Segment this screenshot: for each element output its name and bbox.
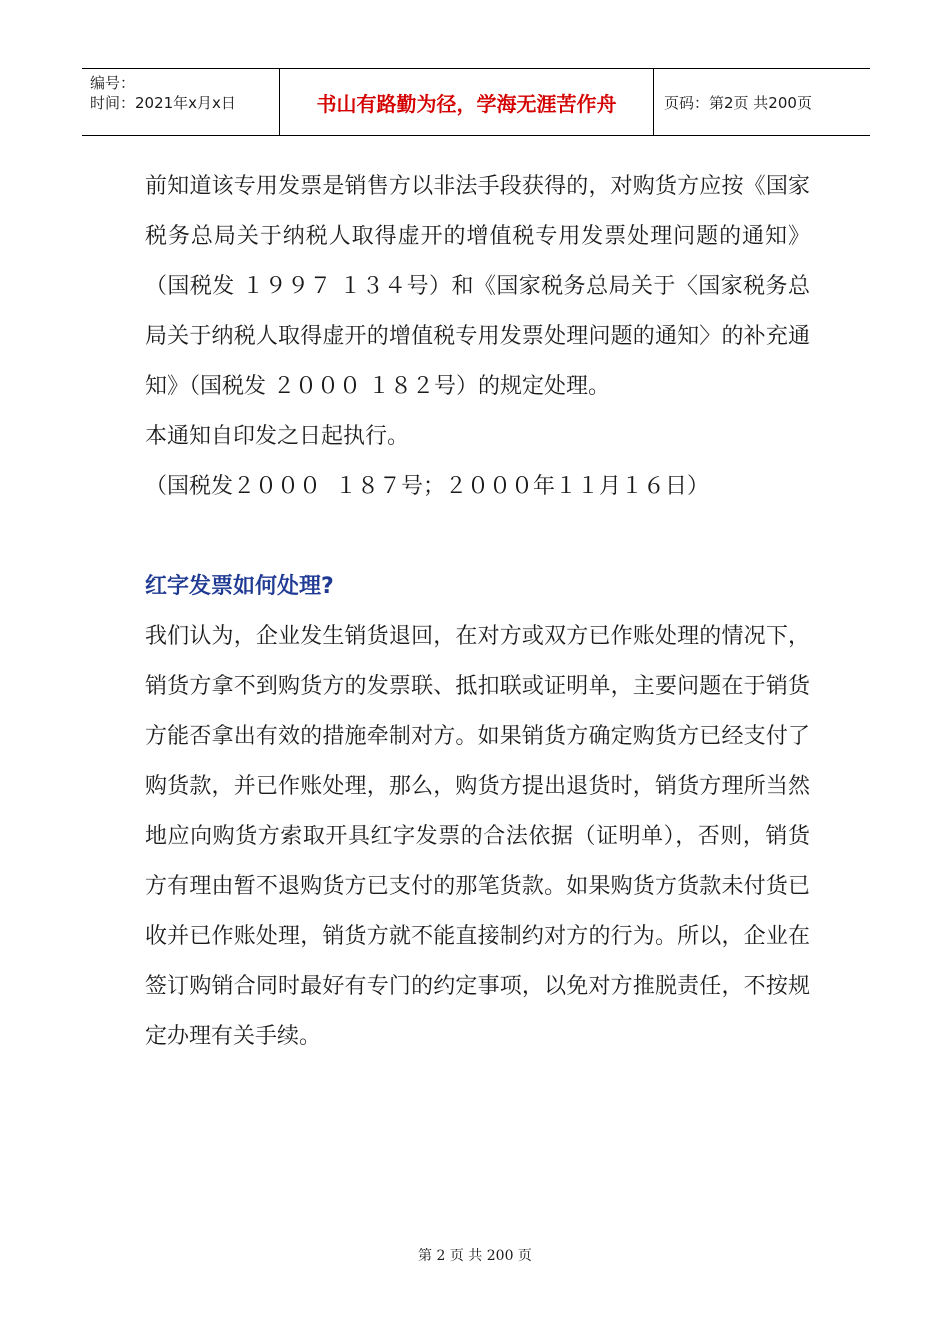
header-page-label: 页码：第2页 共200页 bbox=[664, 93, 812, 112]
document-body bbox=[145, 162, 810, 1062]
serial-label: 编号： bbox=[90, 74, 136, 92]
page-header bbox=[82, 68, 870, 136]
date-label: 时间：2021年x月x日 bbox=[90, 94, 236, 112]
paragraph-1: 前知道该专用发票是销售方以非法手段获得的，对购货方应按《国家税务总局关于纳税人取得虚开的增值税专用发票处理问题的通知》（国税发 １９９７ １３４号）和《国家税务总局关于〈国家税务总局关于纳税人取得虚开的增值税专用发票处理问题的通知〉的补充通知》（国税发 ２０００ １８２号）的规定处理。 bbox=[145, 174, 810, 399]
paragraph-4: 我们认为，企业发生销货退回，在对方或双方已作账处理的情况下，销货方拿不到购货方的发票联、抵扣联或证明单，主要问题在于销货方能否拿出有效的措施牵制对方。如果销货方确定购货方已经支付了购货款，并已作账处理，那么，购货方提出退货时，销货方理所当然地应向购货方索取开具红字发票的合法依据（证明单），否则，销货方有理由暂不退购货方已支付的那笔货款。如果购货方货款未付货已收并已作账处理，销货方就不能直接制约对方的行为。所以，企业在签订购销合同时最好有专门的约定事项，以免对方推脱责任，不按规定办理有关手续。 bbox=[145, 624, 810, 1049]
paragraph-2: 本通知自印发之日起执行。 bbox=[145, 424, 410, 449]
page-footer: 第 2 页 共 200 页 bbox=[418, 1248, 532, 1264]
paragraph-citation: （国税发２０００ １８７号；２０００年１１月１６日） bbox=[145, 474, 709, 499]
section-heading: 红字发票如何处理? bbox=[145, 574, 334, 599]
header-motto: 书山有路勤为径，学海无涯苦作舟 bbox=[280, 69, 654, 135]
header-meta bbox=[82, 69, 280, 135]
